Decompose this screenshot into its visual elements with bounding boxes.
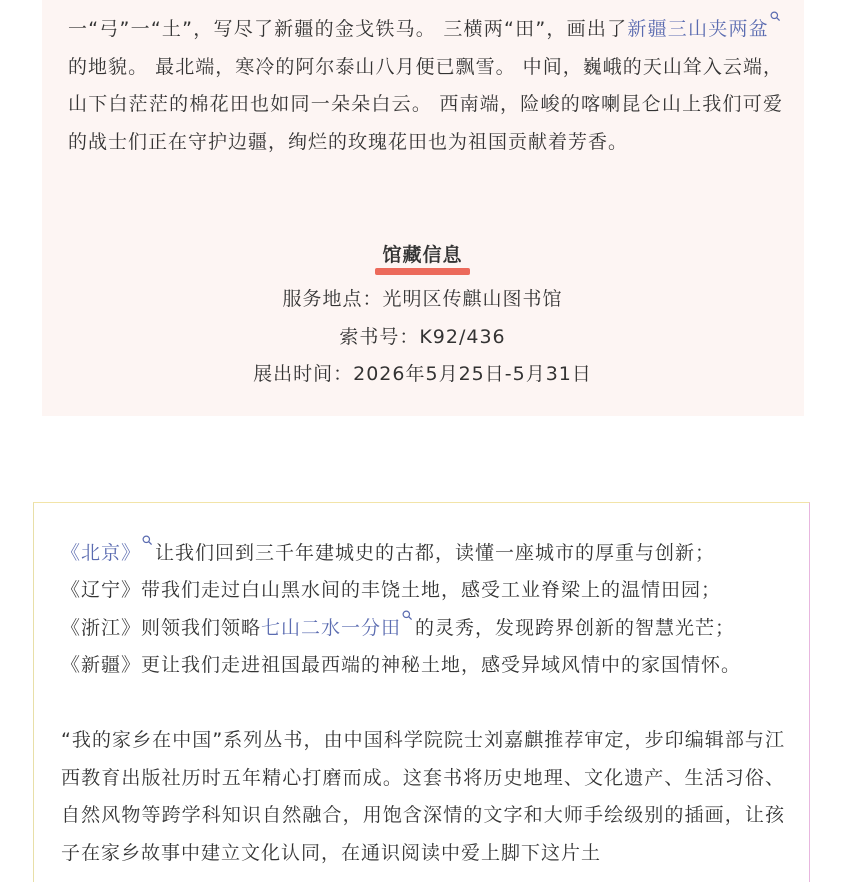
link-xinjiang-basins[interactable]: 新疆三山夹两盆 <box>627 18 769 40</box>
search-icon[interactable] <box>401 610 415 629</box>
xinjiang-paragraph <box>68 11 783 161</box>
title-underline <box>375 268 469 275</box>
series-intro-paragraph: “我的家乡在中国”系列丛书，由中国科学院院士刘嘉麒推荐审定，步印编辑部与江西教育出版社历时五年精心打磨而成。这套书将历史地理、文化遗产、生活习俗、自然风物等跨学科知识自然融合，用饱含深情的文字和大师手绘级别的插画，让孩子在家乡故事中建立文化认同，在通识阅读中爱上脚下这片土 <box>61 729 785 864</box>
series-text: 让我们回到三千年建城史的古都，读懂一座城市的厚重与创新； <box>155 542 716 564</box>
series-text: 《浙江》则领我们领略 <box>61 617 262 639</box>
series-line-zhejiang <box>61 610 785 648</box>
collection-info-title: 馆藏信息 <box>0 240 845 267</box>
link-zhejiang-terrain[interactable]: 七山二水一分田 <box>261 617 402 639</box>
para-text: 一“弓”一“土”，写尽了新疆的金戈铁马。 三横两“田”，画出了 <box>68 18 628 40</box>
series-line-beijing <box>61 535 785 573</box>
search-icon[interactable] <box>141 535 155 554</box>
link-beijing[interactable]: 《北京》 <box>61 542 142 564</box>
call-number: 索书号：K92/436 <box>339 326 506 348</box>
series-text: 的灵秀，发现跨界创新的智慧光芒； <box>415 617 736 639</box>
para-text: 的地貌。 最北端，寒冷的阿尔泰山八月便已飘雪。 中间，巍峨的天山耸入云端，山下白茫茫的棉花田也如同一朵朵白云。 西南端，险峻的喀喇昆仑山上我们可爱的战士们正在守护边疆，绚烂的玫瑰花田也为祖国贡献着芳香。 <box>68 55 783 153</box>
search-icon[interactable] <box>769 11 783 30</box>
series-line-xinjiang: 《新疆》更让我们走进祖国最西端的神秘土地，感受异域风情中的家国情怀。 <box>61 654 742 676</box>
exhibit-time: 展出时间：2026年5月25日-5月31日 <box>253 363 592 385</box>
series-line-liaoning: 《辽宁》带我们走过白山黑水间的丰饶土地，感受工业脊梁上的温情田园； <box>61 579 722 601</box>
service-location: 服务地点：光明区传麒山图书馆 <box>282 288 563 310</box>
